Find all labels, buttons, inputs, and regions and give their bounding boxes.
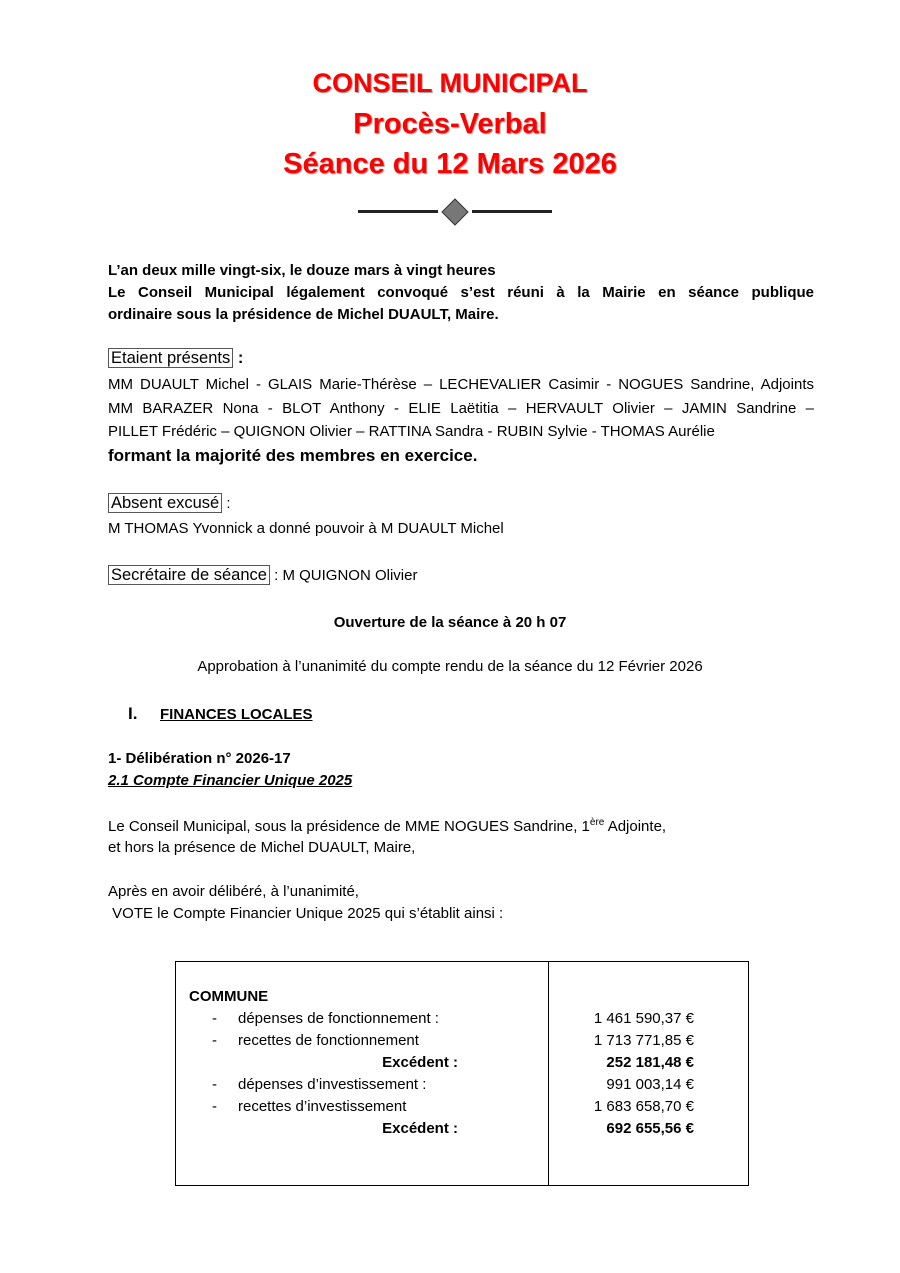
deliberation-text: Après en avoir délibéré, à l’unanimité, [108,883,359,900]
presents-colon: : [233,349,244,367]
approbation: Approbation à l’unanimité du compte rendu de la séance du 12 Février 2026 [197,658,703,675]
deliberation-subtitle: 2.1 Compte Financier Unique 2025 [108,772,353,789]
table-row [176,1076,748,1098]
row-label: dépenses de fonctionnement : [238,1010,439,1027]
row-value: 991 003,14 € [606,1076,694,1093]
title-proces-verbal: Procès-Verbal [353,108,547,140]
presents-line: PILLET Frédéric – QUIGNON Olivier – RATTINA Sandra - RUBIN Sylvie - THOMAS Aurélie [108,423,715,440]
finance-table [175,961,749,1186]
presents-conclusion: formant la majorité des membres en exercice. [108,446,478,465]
row-label: Excédent : [382,1120,458,1137]
intro-line2: Le Conseil Municipal légalement convoqué s’est réuni à la Mairie en séance publique [108,284,814,301]
presents-line: MM BARAZER Nona - BLOT Anthony - ELIE Laëtitia – HERVAULT Olivier – JAMIN Sandrine – [108,400,814,417]
table-row [176,1098,748,1120]
row-dash: - [212,1032,217,1049]
deliberation-text: Le Conseil Municipal, sous la présidence de MME NOGUES Sandrine, 1 [108,818,590,835]
presents-line: MM DUAULT Michel - GLAIS Marie-Thérèse – LECHEVALIER Casimir - NOGUES Sandrine, Adjoints [108,376,814,393]
section-number: I. [128,704,138,723]
deliberation-text: VOTE le Compte Financier Unique 2025 qui s’établit ainsi : [108,905,504,922]
table-row [176,1054,748,1076]
superscript: ère [589,817,605,828]
ouverture: Ouverture de la séance à 20 h 07 [333,614,567,631]
presents-label: Etaient présents [108,348,233,368]
deliberation-number: 1- Délibération n° 2026-17 [108,750,291,767]
intro-line1: L’an deux mille vingt-six, le douze mars à vingt heures [108,262,496,279]
row-value: 252 181,48 € [606,1054,694,1071]
row-value: 1 461 590,37 € [593,1010,694,1027]
row-value: 1 683 658,70 € [593,1098,694,1115]
table-row [176,1032,748,1054]
deliberation-text: et hors la présence de Michel DUAULT, Maire, [108,839,416,856]
table-row [176,1010,748,1032]
absent-text: M THOMAS Yvonnick a donné pouvoir à M DUAULT Michel [108,520,504,537]
table-heading: COMMUNE [189,988,269,1005]
title-conseil: CONSEIL MUNICIPAL [312,68,588,98]
absent-label: Absent excusé [108,493,222,513]
row-dash: - [212,1076,217,1093]
section-title: FINANCES LOCALES [160,706,313,723]
absent-colon: : [222,495,231,512]
intro-line3: ordinaire sous la présidence de Michel DUAULT, Maire. [108,306,499,323]
diamond-divider-icon [358,198,552,226]
row-label: recettes d’investissement [238,1098,407,1115]
row-label: dépenses d’investissement : [238,1076,427,1093]
row-dash: - [212,1098,217,1115]
table-row [176,1120,748,1142]
row-value: 692 655,56 € [606,1120,694,1137]
deliberation-text: Adjointe, [604,818,667,835]
row-dash: - [212,1010,217,1027]
secretaire-text: : M QUIGNON Olivier [269,567,418,584]
secretaire-label: Secrétaire de séance [108,565,270,585]
row-value: 1 713 771,85 € [593,1032,694,1049]
title-seance: Séance du 12 Mars 2026 [283,148,617,180]
row-label: Excédent : [382,1054,458,1071]
row-label: recettes de fonctionnement [238,1032,419,1049]
